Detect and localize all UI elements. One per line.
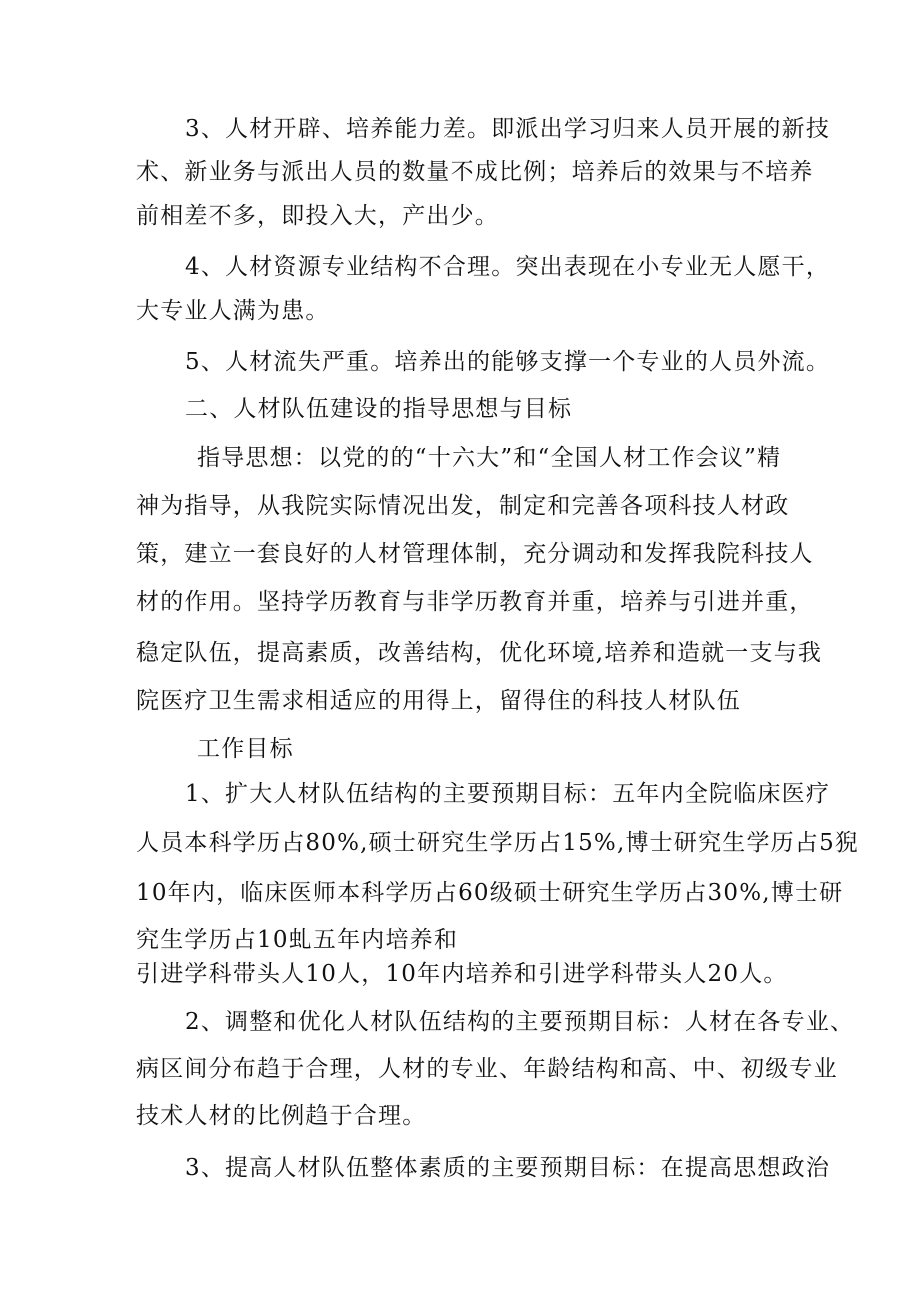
paragraph-line: 10年内，临床医师本科学历占60级硕士研究生学历占30%,博士研	[136, 880, 844, 906]
paragraph-line: 稳定队伍，提高素质，改善结构，优化环境,培养和造就一支与我	[136, 640, 823, 666]
paragraph-line: 前相差不多，即投入大，产出少。	[136, 203, 499, 229]
paragraph-line: 引进学科带头人10人，10年内培养和引进学科带头人20人。	[136, 961, 788, 987]
paragraph-line: 技术人材的比例趋于合理。	[136, 1103, 427, 1129]
paragraph-line: 人员本科学历占80%,硕士研究生学历占15%,博士研究生学历占5猊	[136, 830, 860, 856]
paragraph-line: 材的作用。坚持学历教育与非学历教育并重，培养与引进并重，	[136, 589, 814, 615]
section-heading: 二、人材队伍建设的指导思想与目标	[185, 396, 573, 422]
paragraph-line: 院医疗卫生需求相适应的用得上，留得住的科技人材队伍	[136, 688, 741, 714]
paragraph-line: 大专业人满为患。	[136, 298, 330, 324]
paragraph-line: 术、新业务与派出人员的数量不成比例；培养后的效果与不培养	[136, 159, 814, 185]
paragraph-line: 指导思想：以党的的“十六大”和“全国人材工作会议”精	[197, 445, 782, 471]
paragraph-line: 病区间分布趋于合理，人材的专业、年龄结构和高、中、初级专业	[136, 1056, 838, 1082]
paragraph-line: 4、人材资源专业结构不合理。突出表现在小专业无人愿干，	[185, 254, 831, 280]
paragraph-line: 2、调整和优化人材队伍结构的主要预期目标：人材在各专业、	[185, 1009, 855, 1035]
paragraph-line: 究生学历占10虬五年内培养和	[136, 927, 459, 953]
paragraph-line: 5、人材流失严重。培养出的能够支撑一个专业的人员外流。	[185, 349, 831, 375]
paragraph-line: 神为指导，从我院实际情况出发，制定和完善各项科技人材政	[136, 493, 790, 519]
subheading: 工作目标	[197, 736, 294, 762]
paragraph-line: 3、提高人材队伍整体素质的主要预期目标：在提高思想政治	[185, 1155, 831, 1181]
paragraph-line: 1、扩大人材队伍结构的主要预期目标：五年内全院临床医疗	[185, 781, 831, 807]
paragraph-line: 策，建立一套良好的人材管理体制，充分调动和发挥我院科技人	[136, 541, 814, 567]
paragraph-line: 3、人材开辟、培养能力差。即派出学习归来人员开展的新技	[185, 116, 831, 142]
